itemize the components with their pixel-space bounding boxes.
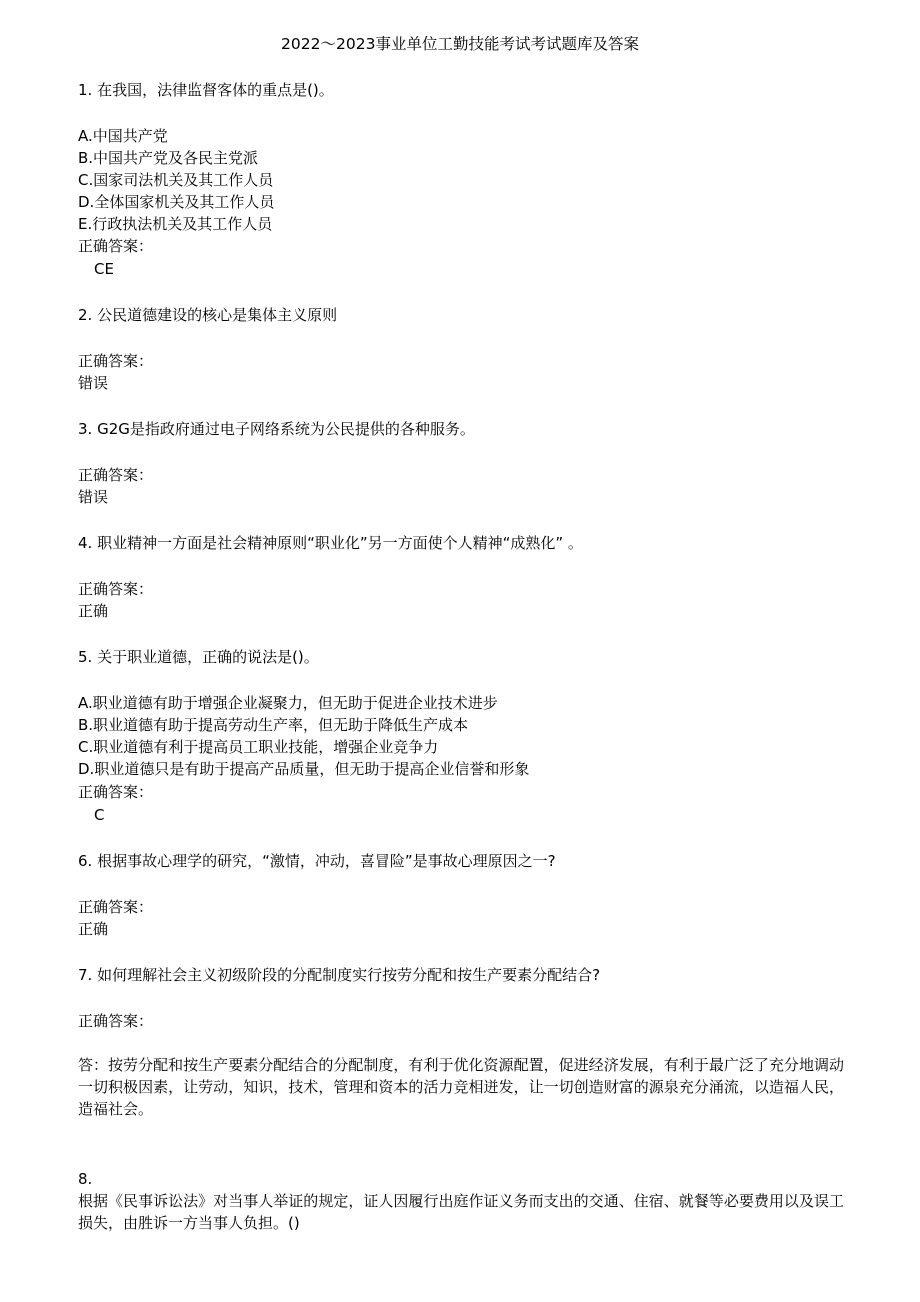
q5-option-d: D.职业道德只是有助于提高产品质量，但无助于提高企业信誉和形象 (78, 760, 530, 778)
q7-answer: 答：按劳分配和按生产要素分配结合的分配制度，有利于优化资源配置，促进经济发展，有利于最广泛了充分地调动一切积极因素，让劳动，知识，技术，管理和资本的活力竞相迸发，让一切创造财富的源泉充分涌流，以造福人民，造福社会。 (78, 1056, 844, 1118)
q1-stem: 1. 在我国，法律监督客体的重点是()。 (78, 81, 334, 99)
q5-option-c: C.职业道德有利于提高员工职业技能，增强企业竞争力 (78, 738, 439, 756)
q5-option-a: A.职业道德有助于增强企业凝聚力，但无助于促进企业技术进步 (78, 694, 498, 712)
q1-answer: CE (94, 260, 114, 278)
q6-answer-label: 正确答案： (78, 898, 154, 916)
q8-stem: 根据《民事诉讼法》对当事人举证的规定，证人因履行出庭作证义务而支出的交通、住宿、就餐等必要费用以及误工损失，由胜诉一方当事人负担。() (78, 1192, 844, 1232)
q5-answer: C (94, 806, 105, 824)
q1-answer-label: 正确答案： (78, 237, 154, 255)
q7-stem: 7. 如何理解社会主义初级阶段的分配制度实行按劳分配和按生产要素分配结合? (78, 966, 601, 984)
q5-option-b: B.职业道德有助于提高劳动生产率，但无助于降低生产成本 (78, 716, 469, 734)
q1-option-e: E.行政执法机关及其工作人员 (78, 215, 273, 233)
q2-stem: 2. 公民道德建设的核心是集体主义原则 (78, 306, 338, 324)
q6-stem: 6. 根据事故心理学的研究，“激情，冲动，喜冒险”是事故心理原因之一? (78, 852, 556, 870)
q1-option-a: A.中国共产党 (78, 127, 168, 145)
q8-number: 8. (78, 1170, 93, 1188)
q4-answer-label: 正确答案： (78, 580, 154, 598)
page-title: 2022～2023事业单位工勤技能考试考试题库及答案 (281, 35, 639, 53)
q6-answer: 正确 (78, 920, 109, 938)
q1-option-c: C.国家司法机关及其工作人员 (78, 171, 274, 189)
q3-answer-label: 正确答案： (78, 466, 154, 484)
q4-stem: 4. 职业精神一方面是社会精神原则“职业化”另一方面使个人精神“成熟化” 。 (78, 534, 583, 552)
q1-option-d: D.全体国家机关及其工作人员 (78, 193, 275, 211)
q5-stem: 5. 关于职业道德，正确的说法是()。 (78, 648, 319, 666)
q2-answer-label: 正确答案： (78, 352, 154, 370)
q3-answer: 错误 (78, 488, 109, 506)
q7-answer-label: 正确答案： (78, 1012, 154, 1030)
q4-answer: 正确 (78, 602, 109, 620)
q2-answer: 错误 (78, 374, 109, 392)
q3-stem: 3. G2G是指政府通过电子网络系统为公民提供的各种服务。 (78, 420, 475, 438)
q5-answer-label: 正确答案： (78, 783, 154, 801)
q1-option-b: B.中国共产党及各民主党派 (78, 149, 259, 167)
